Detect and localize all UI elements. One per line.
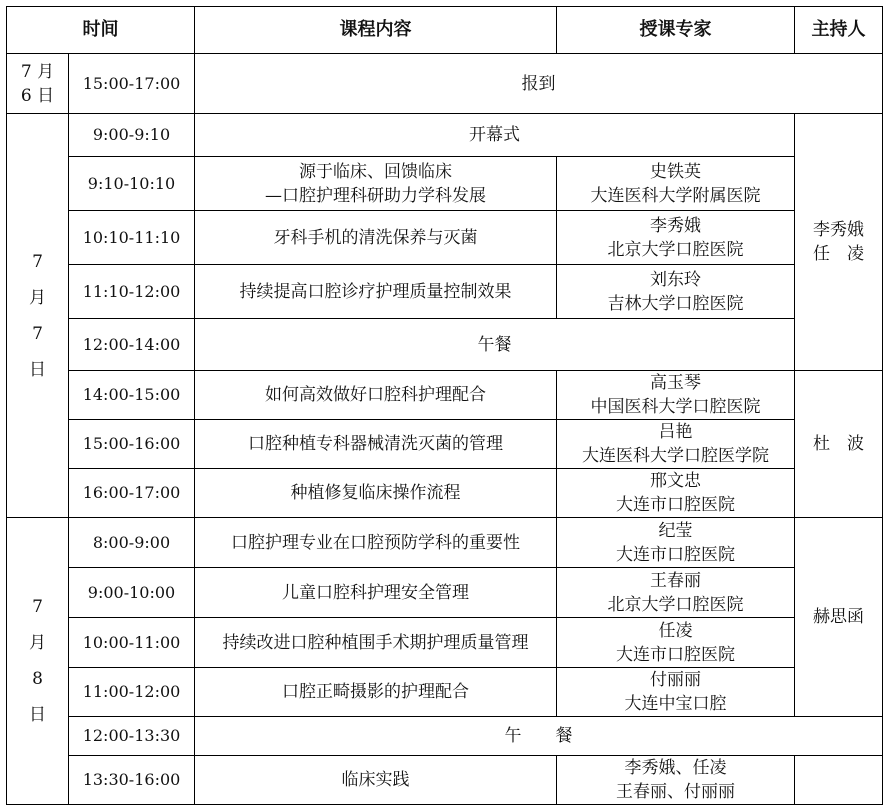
date-cell <box>7 518 69 805</box>
time-cell: 16:00-17:00 <box>69 469 195 518</box>
time-cell: 11:10-12:00 <box>69 265 195 319</box>
course-cell <box>195 717 883 756</box>
time-cell: 9:10-10:10 <box>69 157 195 211</box>
cell-line: 日 <box>29 359 46 380</box>
cell-line: 王春丽 <box>650 570 701 591</box>
course-cell <box>195 469 557 518</box>
cell-line: 开幕式 <box>469 125 520 145</box>
time-cell: 15:00-17:00 <box>69 54 195 114</box>
cell-line: 午 餐 <box>504 726 573 746</box>
cell-line: 持续改进口腔种植围手术期护理质量管理 <box>222 632 529 653</box>
table-row <box>7 319 883 371</box>
cell-line: 任凌 <box>658 620 693 641</box>
cell-line: 源于临床、回馈临床 <box>299 161 452 182</box>
table-row <box>7 518 883 568</box>
table-row <box>7 265 883 319</box>
expert-cell <box>557 469 795 518</box>
expert-cell <box>557 371 795 420</box>
course-cell <box>195 756 557 805</box>
expert-cell <box>557 211 795 265</box>
cell-line: 临床实践 <box>341 770 410 790</box>
table-row <box>7 717 883 756</box>
table-row <box>7 420 883 469</box>
table-row <box>7 756 883 805</box>
header-row <box>7 7 883 54</box>
course-cell <box>195 157 557 211</box>
cell-line: 刘东玲 <box>650 269 701 290</box>
time-cell: 10:10-11:10 <box>69 211 195 265</box>
cell-line: 口腔种植专科器械清洗灭菌的管理 <box>248 434 503 454</box>
time-cell: 10:00-11:00 <box>69 618 195 668</box>
table-row <box>7 211 883 265</box>
cell-line: 李秀娥、任凌 <box>624 758 727 778</box>
cell-line: 7 月 <box>20 61 55 82</box>
course-cell <box>195 568 557 618</box>
cell-line: 午餐 <box>477 334 512 355</box>
expert-cell <box>557 568 795 618</box>
time-cell: 12:00-13:30 <box>69 717 195 756</box>
expert-cell <box>557 157 795 211</box>
header-expert: 授课专家 <box>557 7 795 54</box>
cell-line: 李秀娥 <box>650 215 701 236</box>
cell-line: 大连市口腔医院 <box>616 495 735 515</box>
expert-cell <box>557 420 795 469</box>
course-cell <box>195 265 557 319</box>
cell-line: 大连医科大学附属医院 <box>590 185 761 206</box>
cell-line: 北京大学口腔医院 <box>607 239 744 260</box>
cell-line: 日 <box>29 705 46 725</box>
cell-line: 邢文忠 <box>650 471 701 491</box>
time-cell: 8:00-9:00 <box>69 518 195 568</box>
header-course: 课程内容 <box>195 7 557 54</box>
cell-line: 北京大学口腔医院 <box>607 594 744 615</box>
table-row <box>7 618 883 668</box>
course-cell <box>195 420 557 469</box>
table-row <box>7 54 883 114</box>
cell-line: 种植修复临床操作流程 <box>290 483 461 503</box>
cell-line: 儿童口腔科护理安全管理 <box>282 582 469 603</box>
time-cell: 11:00-12:00 <box>69 668 195 717</box>
cell-line: 持续提高口腔诊疗护理质量控制效果 <box>239 281 512 302</box>
cell-line: 大连市口腔医院 <box>616 644 735 665</box>
host-cell <box>795 518 883 717</box>
cell-line: 任 凌 <box>813 244 864 264</box>
cell-line: 口腔正畸摄影的护理配合 <box>282 682 469 702</box>
cell-line: 大连市口腔医院 <box>616 544 735 565</box>
cell-line: 付丽丽 <box>650 670 701 690</box>
expert-cell <box>557 618 795 668</box>
course-cell <box>195 54 883 114</box>
time-cell: 9:00-10:00 <box>69 568 195 618</box>
cell-line: 口腔护理专业在口腔预防学科的重要性 <box>231 532 520 553</box>
expert-cell <box>557 668 795 717</box>
expert-cell <box>557 265 795 319</box>
cell-line: 7 <box>32 597 43 617</box>
cell-line: 李秀娥 <box>813 220 864 240</box>
cell-line: 8 <box>32 669 43 689</box>
time-cell: 15:00-16:00 <box>69 420 195 469</box>
cell-line: 吕艳 <box>658 422 693 442</box>
cell-line: 纪莹 <box>658 520 693 541</box>
cell-line: 杜 波 <box>813 434 864 454</box>
cell-line: 月 <box>29 287 46 308</box>
time-cell: 9:00-9:10 <box>69 114 195 157</box>
course-cell <box>195 618 557 668</box>
cell-line: 大连中宝口腔 <box>624 694 727 714</box>
time-cell: 14:00-15:00 <box>69 371 195 420</box>
cell-line: 史铁英 <box>650 161 701 182</box>
host-cell-empty <box>795 756 883 805</box>
table-row <box>7 114 883 157</box>
cell-line: 6 日 <box>20 85 55 106</box>
cell-line: 7 <box>32 251 43 272</box>
course-cell <box>195 668 557 717</box>
date-cell <box>7 54 69 114</box>
host-cell <box>795 114 883 371</box>
time-cell: 12:00-14:00 <box>69 319 195 371</box>
schedule-table <box>6 6 883 805</box>
table-row <box>7 568 883 618</box>
cell-line: 吉林大学口腔医院 <box>607 293 744 314</box>
time-cell: 13:30-16:00 <box>69 756 195 805</box>
cell-line: 大连医科大学口腔医学院 <box>582 446 769 466</box>
table-row <box>7 668 883 717</box>
cell-line: 王春丽、付丽丽 <box>616 782 735 802</box>
cell-line: 报到 <box>521 73 556 94</box>
course-cell <box>195 518 557 568</box>
header-time: 时间 <box>7 7 195 54</box>
course-cell <box>195 371 557 420</box>
course-cell <box>195 319 795 371</box>
table-row <box>7 469 883 518</box>
header-host: 主持人 <box>795 7 883 54</box>
course-cell <box>195 211 557 265</box>
expert-cell <box>557 518 795 568</box>
host-cell <box>795 371 883 518</box>
cell-line: 赫思函 <box>813 607 864 627</box>
cell-line: 高玉琴 <box>650 373 701 393</box>
course-cell <box>195 114 795 157</box>
expert-cell <box>557 756 795 805</box>
cell-line: 牙科手机的清洗保养与灭菌 <box>273 227 478 248</box>
table-row <box>7 371 883 420</box>
cell-line: 月 <box>29 633 46 653</box>
table-row <box>7 157 883 211</box>
cell-line: 中国医科大学口腔医院 <box>590 397 761 417</box>
cell-line: 如何高效做好口腔科护理配合 <box>265 385 486 405</box>
cell-line: 7 <box>32 323 43 344</box>
cell-line: —口腔护理科研助力学科发展 <box>265 185 486 206</box>
date-cell <box>7 114 69 518</box>
